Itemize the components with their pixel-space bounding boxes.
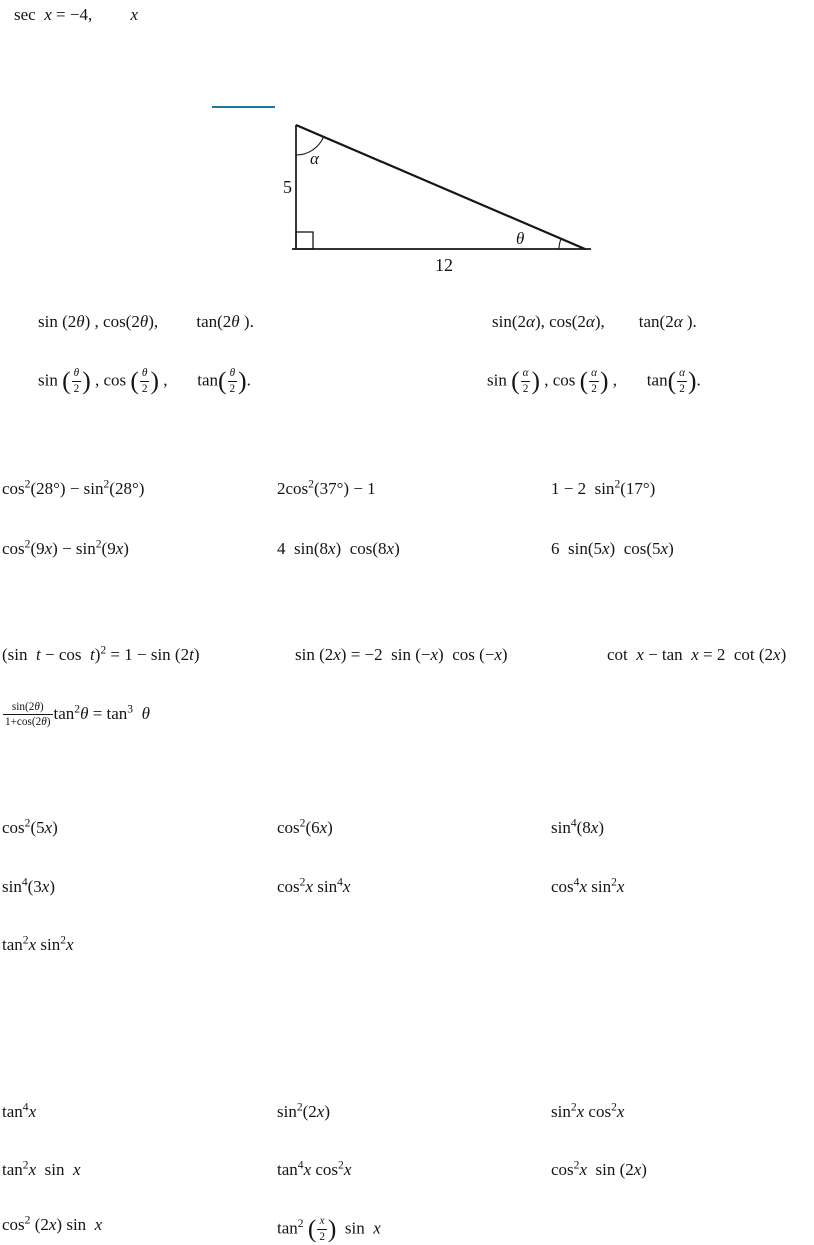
side-5-label: 5 [283,177,292,197]
right-angle-marker [296,232,313,249]
formula-cell: 4 sin(8x) cos(8x) [277,539,400,558]
angle-theta-label: θ [516,229,525,248]
formula-cell: $\tan^2$ ( $\frac{x}{2}$ ) sin x [277,1214,381,1243]
formula-cell: $\tan^2x$ $\sin^2x$ [2,933,74,954]
given-condition-formula: sec x = −4, x [14,5,138,24]
formula-cell: $\cos^2 (2x)$ sin x [2,1213,103,1234]
formula-cell: $2\cos^2(37^\circ) - 1$ [277,477,376,498]
formula-cell: $\tan^4x$ [2,1100,37,1121]
formula-cell: 6 sin(5x) cos(5x) [551,539,674,558]
formula-cell: $\tan^4x$ $\cos^2x$ [277,1158,352,1179]
formula-cell: $\cos^4x$ $\sin^2x$ [551,875,625,896]
formula-cell: $\cos^2(28^\circ) - \sin^2(28^\circ)$ [2,477,145,498]
formula-cell: $\cos^2x$ sin (2x) [551,1158,647,1179]
formula-cell: $\cos^2(6x)$ [277,816,333,837]
answer-blank-line [212,106,275,108]
find-theta-half-angle: sin ( $\frac{\theta}{2}$ ) , cos ( $\frac{\theta}{2}$ ) , tan( $\frac{\theta}{2}$ ). [38,366,251,395]
angle-theta-arc [559,239,561,249]
formula-cell: $\cos^2(9x) - \sin^2(9x)$ [2,537,129,558]
find-alpha-double-angle: sin(2α), cos(2α), tan(2α ). [492,312,697,331]
formula-cell: $\sin^4(3x)$ [2,875,56,896]
find-theta-double-angle: sin (2θ) , cos(2θ), tan(2θ ). [38,312,254,331]
identity-formula: sin (2x) = −2 sin (−x) cos (−x) [295,645,508,664]
formula-cell: 1 − 2 $\sin^2(17^\circ)$ [551,477,656,498]
angle-alpha-label: α [310,149,319,168]
right-triangle-figure [278,120,600,278]
formula-cell: $\sin^2x$ $\cos^2x$ [551,1100,625,1121]
identity-formula: cot x − tan x = 2 cot (2x) [607,645,787,664]
find-alpha-half-angle: sin ( $\frac{\alpha}{2}$ ) , cos ( $\frac{\alpha}{2}$ ) , tan( $\frac{\alpha}{2}$ ). [487,366,701,395]
formula-cell: $\cos^2x$ $\sin^4x$ [277,875,351,896]
formula-cell: $\cos^2(5x)$ [2,816,58,837]
triangle-hypotenuse [296,125,585,249]
side-12-label: 12 [435,255,453,275]
formula-cell: $\sin^2(2x)$ [277,1100,331,1121]
formula-cell: $\sin^4(8x)$ [551,816,605,837]
identity-formula: (sin t − cos t)$^2$ = 1 − sin (2t) [2,643,200,664]
formula-cell: $\tan^2x$ sin x [2,1158,81,1179]
identity-formula: $\frac{\sin(2\theta)}{1+\cos(2\theta)}$ $\tan^2\theta = \tan^3 \theta$ [5,701,150,729]
